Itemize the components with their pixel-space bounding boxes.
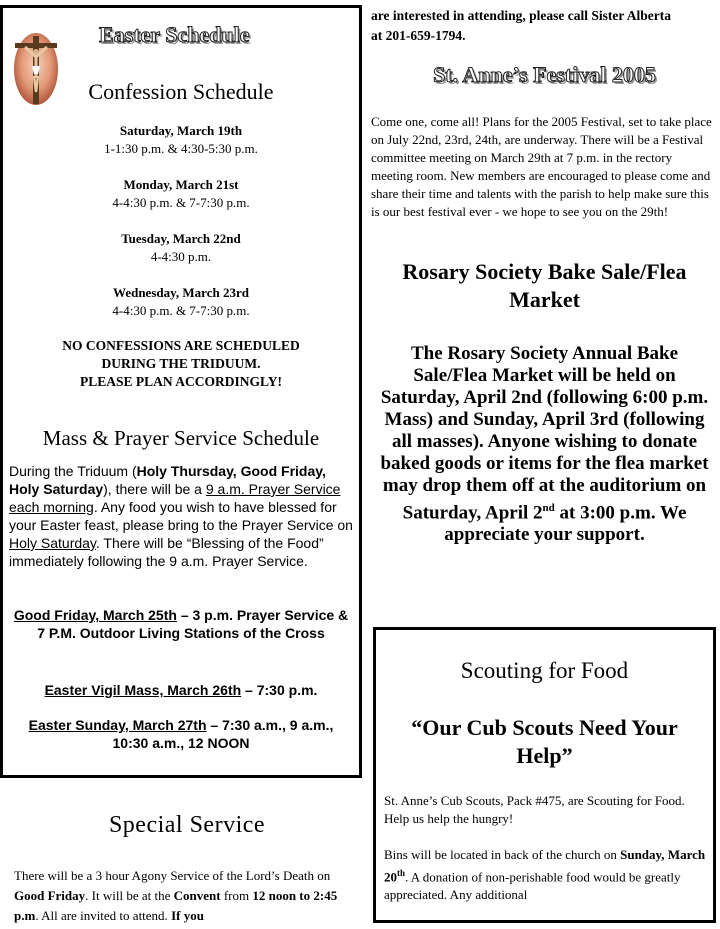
easter-vigil-entry [9,681,353,699]
rosary-title: Rosary Society Bake Sale/Flea Market [402,259,687,312]
text: Holy Saturday [9,535,96,551]
confession-notice [3,337,359,391]
notice-line: NO CONFESSIONS ARE SCHEDULED [62,338,300,353]
scouting-quote: “Our Cub Scouts Need Your Help” [411,715,678,768]
text: Sunday, March 20 [384,847,706,885]
easter-sunday-entry [13,716,349,752]
superscript: th [397,868,406,878]
text: – 3 p.m. Prayer Service & 7 P.M. Outdoor Living Stations of the Cross [37,607,349,641]
text: ), there will be a [103,481,206,497]
text: are interested in attending, please call Sister Alberta [371,8,671,23]
text: Bins will be located in back of the church on [384,847,621,862]
text: The Rosary Society Annual Bake Sale/Flea Market will be held on Saturday, April 2nd (following 6:00 p.m. Mass) and Sunday, April 3rd (following all masses). Anyone wishing to donate baked goods or items for the flea market may drop them off at the auditorium on Saturday, April 2 [380,343,709,524]
confession-schedule-title: Confession Schedule [88,79,274,104]
superscript: nd [542,502,555,514]
text: from [220,888,253,903]
date: Easter Sunday, March 27th [28,717,207,733]
text: . All are invited to attend. [35,908,172,923]
text: . A donation of non-perishable food would be greatly appreciated. Any additional [384,869,681,903]
confession-times: 4-4:30 p.m. & 7-7:30 p.m. [112,303,250,318]
easter-schedule-title: Easter Schedule [99,22,250,47]
confession-day: Saturday, March 19th [119,123,243,138]
text: . There will be “Blessing of the Food” immediately following the 9 a.m. Prayer Service. [9,535,324,569]
text: 9 a.m. Prayer Service each morning [9,481,341,515]
special-service-title: Special Service [108,812,266,838]
scouting-title: Scouting for Food [460,658,629,683]
special-service-paragraph [14,866,360,926]
notice-line: PLEASE PLAN ACCORDINGLY! [79,374,283,389]
confession-day: Monday, March 21st [123,177,239,192]
text: at 201-659-1794. [371,28,466,43]
confession-day: Tuesday, March 22nd [121,231,241,246]
text: . It will be at the [85,888,174,903]
text: Good Friday [14,888,86,903]
confession-times: 4-4:30 p.m. & 7-7:30 p.m. [112,195,250,210]
continued-text [371,6,671,46]
scouting-paragraph-1: St. Anne’s Cub Scouts, Pack #475, are Scouting for Food. Help us help the hungry! [384,793,685,826]
festival-title: St. Anne’s Festival 2005 [433,62,656,87]
date: Good Friday, March 25th [13,607,177,623]
text: at 3:00 p.m. We appreciate your support. [444,502,687,546]
good-friday-entry [9,606,353,642]
text: There will be a 3 hour Agony Service of the Lord’s Death on [14,868,331,883]
text: 12 noon to 2:45 p.m [14,888,338,923]
text: – 7:30 p.m. [241,682,318,698]
scouting-box [373,627,716,923]
date: Easter Vigil Mass, March 26th [44,682,242,698]
confession-times: 4-4:30 p.m. [150,249,212,264]
rosary-paragraph [373,343,716,546]
triduum-paragraph [9,462,353,570]
scouting-paragraph-2 [384,846,709,904]
festival-paragraph: Come one, come all! Plans for the 2005 Festival, set to take place on July 22nd, 23rd, 24th, are underway. There will be a Festival committee meeting on March 29th at 7 p.m. in the rectory meeting room. New members are encouraged to please come and share their time and talents with the parish to help make sure this is our best festival ever - we hope to see you on the 29th! [371,114,712,219]
text: – 7:30 a.m., 9 a.m., 10:30 a.m., 12 NOON [112,717,334,751]
confession-times: 1-1:30 p.m. & 4:30-5:30 p.m. [104,141,258,156]
easter-schedule-box [0,5,362,778]
confession-day: Wednesday, March 23rd [113,285,249,300]
text: During the Triduum ( [9,463,137,479]
text: . Any food you wish to have blessed for your Easter feast, please bring to the Prayer Service on [9,499,353,533]
mass-schedule-title: Mass & Prayer Service Schedule [42,426,320,450]
text: If you [171,908,204,923]
confession-list [3,122,359,320]
text: Convent [173,888,221,903]
notice-line: DURING THE TRIDUUM. [101,356,261,371]
text: Holy Thursday, Good Friday, Holy Saturday [9,463,326,497]
